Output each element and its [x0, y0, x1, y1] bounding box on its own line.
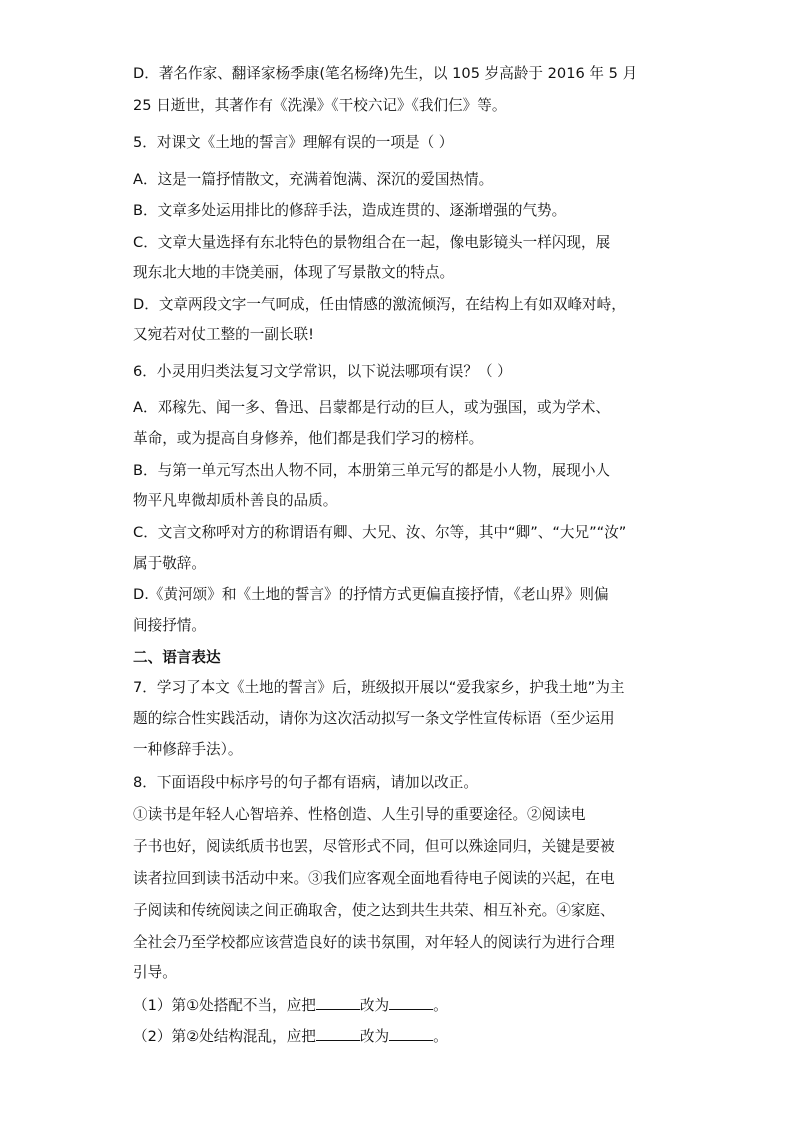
q8-passage-line: 引导。 [133, 964, 177, 981]
q8-passage-line: 子书也好，阅读纸质书也罢，尽管形式不同，但可以殊途同归，关键是要被 [133, 838, 615, 855]
q5-option-b: B．文章多处运用排比的修辞手法，造成连贯的、逐渐增强的气势。 [133, 202, 567, 219]
q8-passage-line: ①读书是年轻人心智培养、性格创造、人生引导的重要途径。②阅读电 [133, 806, 586, 823]
answer-blank[interactable] [316, 1026, 360, 1041]
q6-option-d-line1: D.《黄河颂》和《土地的誓言》的抒情方式更偏直接抒情，《老山界》则偏 [133, 586, 609, 603]
q6-option-a-line2: 革命，或为提高自身修养，他们都是我们学习的榜样。 [133, 430, 484, 447]
q6-option-b-line1: B．与第一单元写杰出人物不同，本册第三单元写的都是小人物，展现小人 [133, 462, 611, 479]
q8-subquestion-1 [133, 995, 448, 1016]
q8-sub1-end: 。 [433, 997, 448, 1014]
q5-option-c-line2: 现东北大地的丰饶美丽，体现了写景散文的特点。 [133, 264, 455, 281]
answer-blank[interactable] [316, 995, 360, 1010]
q8-stem: 8．下面语段中标序号的句子都有语病，请加以改正。 [133, 774, 478, 791]
q8-sub1-prefix: （1）第①处搭配不当，应把 [133, 997, 316, 1014]
q7-line2: 题的综合性实践活动，请你为这次活动拟写一条文学性宣传标语（至少运用 [133, 710, 615, 727]
q5-option-a: A．这是一篇抒情散文，充满着饱满、深沉的爱国热情。 [133, 171, 494, 188]
q8-sub2-mid: 改为 [359, 1028, 390, 1045]
q7-line3: 一种修辞手法）。 [133, 741, 243, 758]
q5-stem: 5．对课文《土地的誓言》理解有误的一项是（ ） [133, 134, 454, 151]
q8-sub1-mid: 改为 [359, 997, 390, 1014]
answer-blank[interactable] [389, 1026, 433, 1041]
q6-option-c-line1: C．文言文称呼对方的称谓语有卿、大兄、汝、尔等，其中“卿”、“大兄”“汝” [133, 524, 627, 541]
q6-option-c-line2: 属于敬辞。 [133, 555, 206, 572]
q5-option-c-line1: C．文章大量选择有东北特色的景物组合在一起，像电影镜头一样闪现，展 [133, 234, 611, 251]
q6-stem: 6．小灵用归类法复习文学常识，以下说法哪项有误？（ ） [133, 363, 512, 380]
q7-line1: 7．学习了本文《土地的誓言》后，班级拟开展以“爱我家乡，护我土地”为主 [133, 679, 625, 696]
q6-option-b-line2: 物平凡卑微却质朴善良的品质。 [133, 492, 338, 509]
q4-option-d-line1: D．著名作家、翻译家杨季康(笔名杨绛)先生，以 105 岁高龄于 2016 年 5 月 [133, 65, 638, 82]
q8-sub2-end: 。 [433, 1028, 448, 1045]
q8-passage-line: 全社会乃至学校都应该营造良好的读书氛围，对年轻人的阅读行为进行合理 [133, 934, 615, 951]
q6-option-a-line1: A．邓稼先、闻一多、鲁迅、吕蒙都是行动的巨人，或为强国，或为学术、 [133, 399, 610, 416]
q8-sub2-prefix: （2）第②处结构混乱，应把 [133, 1028, 316, 1045]
answer-blank[interactable] [389, 995, 433, 1010]
q8-subquestion-2 [133, 1026, 448, 1047]
section-heading: 二、语言表达 [133, 649, 221, 666]
q8-passage-line: 读者拉回到读书活动中来。③我们应客观全面地看待电子阅读的兴起，在电 [133, 870, 615, 887]
q6-option-d-line2: 间接抒情。 [133, 617, 206, 634]
q5-option-d-line2: 又宛若对仗工整的一副长联! [133, 326, 314, 343]
q5-option-d-line1: D．文章两段文字一气呵成，任由情感的激流倾泻，在结构上有如双峰对峙， [133, 296, 626, 313]
q8-passage-line: 子阅读和传统阅读之间正确取舍，使之达到共生共荣、相互补充。④家庭、 [133, 902, 615, 919]
q4-option-d-line2: 25 日逝世，其著作有《洗澡》《干校六记》《我们仨》等。 [133, 97, 507, 114]
